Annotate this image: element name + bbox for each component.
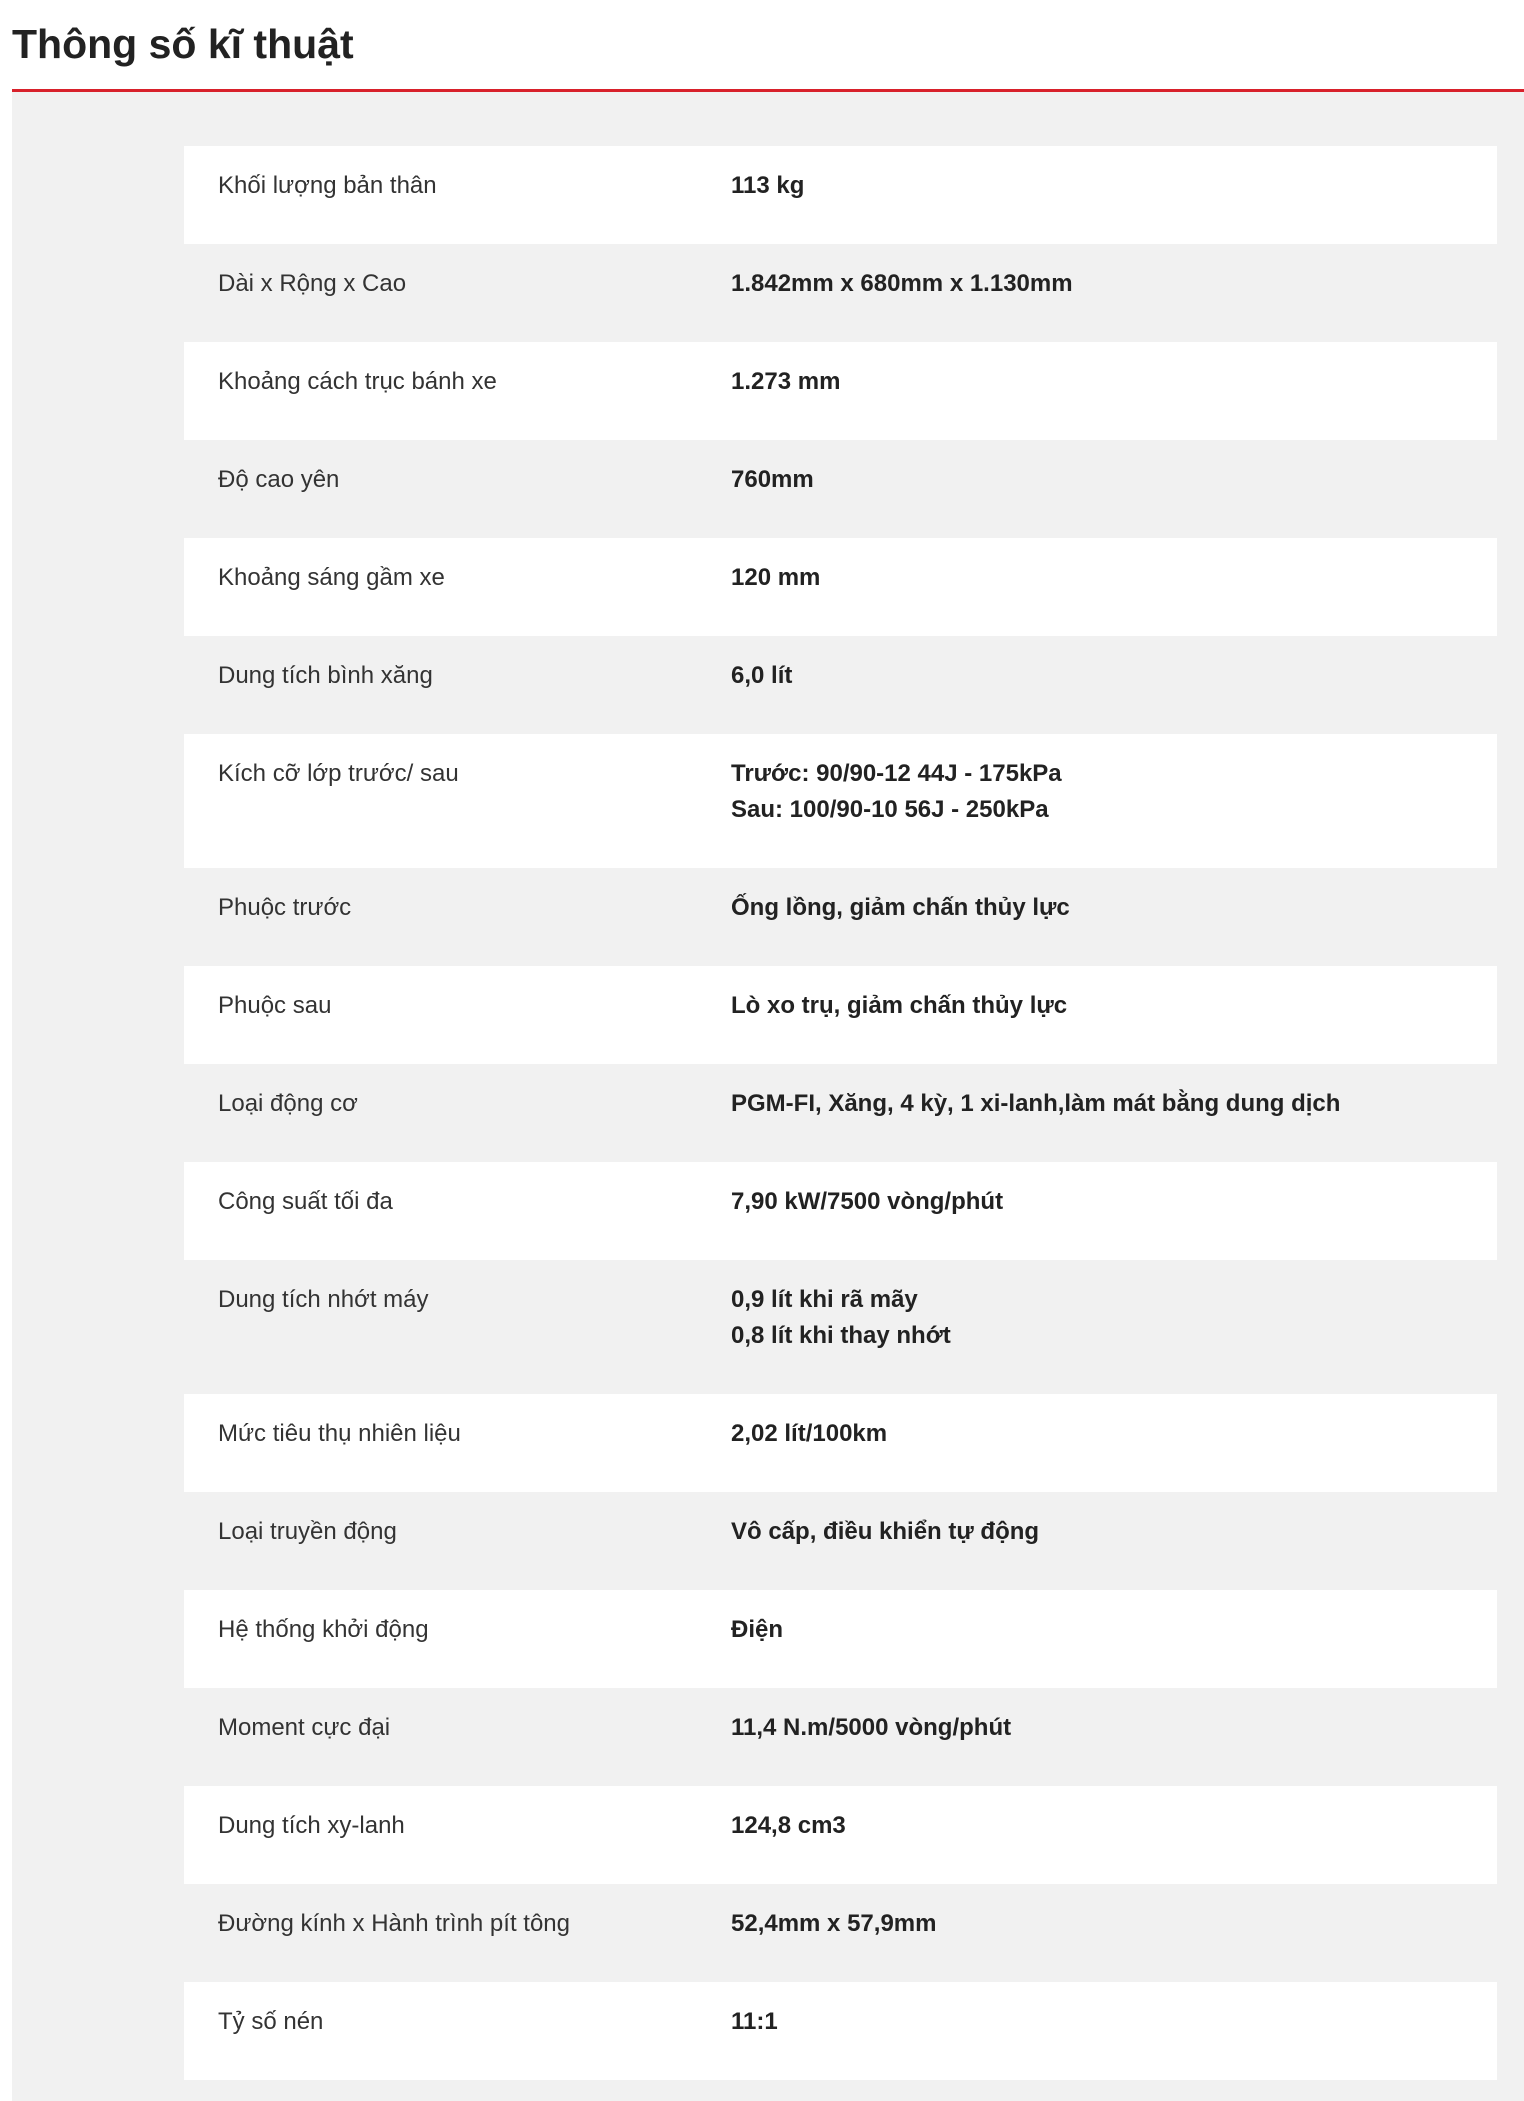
spec-row — [184, 1492, 1497, 1590]
spec-label: Tỷ số nén — [218, 2008, 324, 2035]
spec-row — [184, 1786, 1497, 1884]
spec-value-line: Trước: 90/90-12 44J - 175kPa — [731, 760, 1062, 787]
spec-row — [184, 1884, 1497, 1982]
spec-value — [731, 1808, 1497, 1884]
spec-label: Công suất tối đa — [218, 1188, 393, 1215]
spec-value-line: 120 mm — [731, 564, 821, 591]
spec-value — [731, 1514, 1497, 1590]
spec-value-line: 113 kg — [731, 172, 805, 199]
spec-row — [184, 538, 1497, 636]
spec-row — [184, 1260, 1497, 1394]
spec-row — [184, 146, 1497, 244]
spec-row — [184, 1590, 1497, 1688]
spec-value — [731, 1612, 1497, 1688]
page-header — [12, 0, 1524, 92]
spec-value — [731, 1710, 1497, 1786]
spec-value — [731, 1184, 1497, 1260]
spec-value-line: PGM-FI, Xăng, 4 kỳ, 1 xi-lanh,làm mát bằng dung dịch — [731, 1090, 1341, 1117]
spec-label: Khối lượng bản thân — [218, 172, 437, 199]
spec-label: Dung tích nhớt máy — [218, 1286, 429, 1313]
spec-label: Phuộc trước — [218, 894, 352, 921]
spec-label: Mức tiêu thụ nhiên liệu — [218, 1420, 461, 1447]
spec-row — [184, 342, 1497, 440]
spec-row — [184, 868, 1497, 966]
spec-row — [184, 244, 1497, 342]
spec-value-line: 2,02 lít/100km — [731, 1420, 888, 1447]
spec-value-line: Sau: 100/90-10 56J - 250kPa — [731, 796, 1049, 823]
spec-value-line: Điện — [731, 1616, 784, 1643]
spec-value-line: Ống lồng, giảm chấn thủy lực — [731, 894, 1070, 921]
spec-value — [731, 266, 1497, 342]
spec-label: Loại truyền động — [218, 1518, 397, 1545]
spec-value — [731, 462, 1497, 538]
spec-value — [731, 988, 1497, 1064]
spec-label: Khoảng sáng gầm xe — [218, 564, 445, 591]
spec-label: Độ cao yên — [218, 466, 340, 493]
spec-value-line: 11,4 N.m/5000 vòng/phút — [731, 1714, 1012, 1741]
spec-value — [731, 560, 1497, 636]
spec-value — [731, 364, 1497, 440]
spec-value-line: 1.842mm x 680mm x 1.130mm — [731, 270, 1073, 297]
spec-row — [184, 440, 1497, 538]
spec-value-line: 7,90 kW/7500 vòng/phút — [731, 1188, 1004, 1215]
spec-label: Dài x Rộng x Cao — [218, 270, 407, 297]
spec-table — [184, 146, 1497, 2080]
spec-label: Phuộc sau — [218, 992, 332, 1019]
spec-row — [184, 636, 1497, 734]
spec-value-line: Lò xo trụ, giảm chấn thủy lực — [731, 992, 1068, 1019]
spec-value — [731, 1086, 1497, 1162]
spec-value — [731, 1906, 1497, 1982]
spec-value — [731, 1416, 1497, 1492]
spec-row — [184, 1064, 1497, 1162]
spec-value-line: Vô cấp, điều khiển tự động — [731, 1518, 1040, 1545]
spec-value — [731, 890, 1497, 966]
page-title: Thông số kĩ thuật — [12, 21, 354, 67]
spec-value-line: 760mm — [731, 466, 814, 493]
spec-value-line: 1.273 mm — [731, 368, 841, 395]
spec-value — [731, 658, 1497, 734]
spec-label: Đường kính x Hành trình pít tông — [218, 1910, 570, 1937]
spec-label: Hệ thống khởi động — [218, 1616, 429, 1643]
spec-panel — [12, 92, 1524, 2101]
spec-label: Dung tích xy-lanh — [218, 1812, 405, 1839]
spec-value-line: 6,0 lít — [731, 662, 793, 689]
spec-label: Khoảng cách trục bánh xe — [218, 368, 497, 395]
spec-row — [184, 966, 1497, 1064]
spec-row — [184, 1688, 1497, 1786]
spec-value-line: 0,9 lít khi rã mãy — [731, 1286, 918, 1313]
spec-value-line: 0,8 lít khi thay nhớt — [731, 1322, 951, 1349]
spec-value — [731, 756, 1497, 868]
spec-value-line: 11:1 — [731, 2008, 778, 2035]
spec-row — [184, 734, 1497, 868]
spec-label: Moment cực đại — [218, 1714, 391, 1741]
spec-value-line: 52,4mm x 57,9mm — [731, 1910, 937, 1937]
spec-row — [184, 1982, 1497, 2080]
spec-label: Loại động cơ — [218, 1090, 358, 1117]
spec-row — [184, 1162, 1497, 1260]
spec-value — [731, 168, 1497, 244]
spec-label: Dung tích bình xăng — [218, 662, 433, 689]
spec-value — [731, 1282, 1497, 1394]
spec-label: Kích cỡ lớp trước/ sau — [218, 760, 459, 787]
spec-value-line: 124,8 cm3 — [731, 1812, 846, 1839]
spec-row — [184, 1394, 1497, 1492]
spec-value — [731, 2004, 1497, 2080]
